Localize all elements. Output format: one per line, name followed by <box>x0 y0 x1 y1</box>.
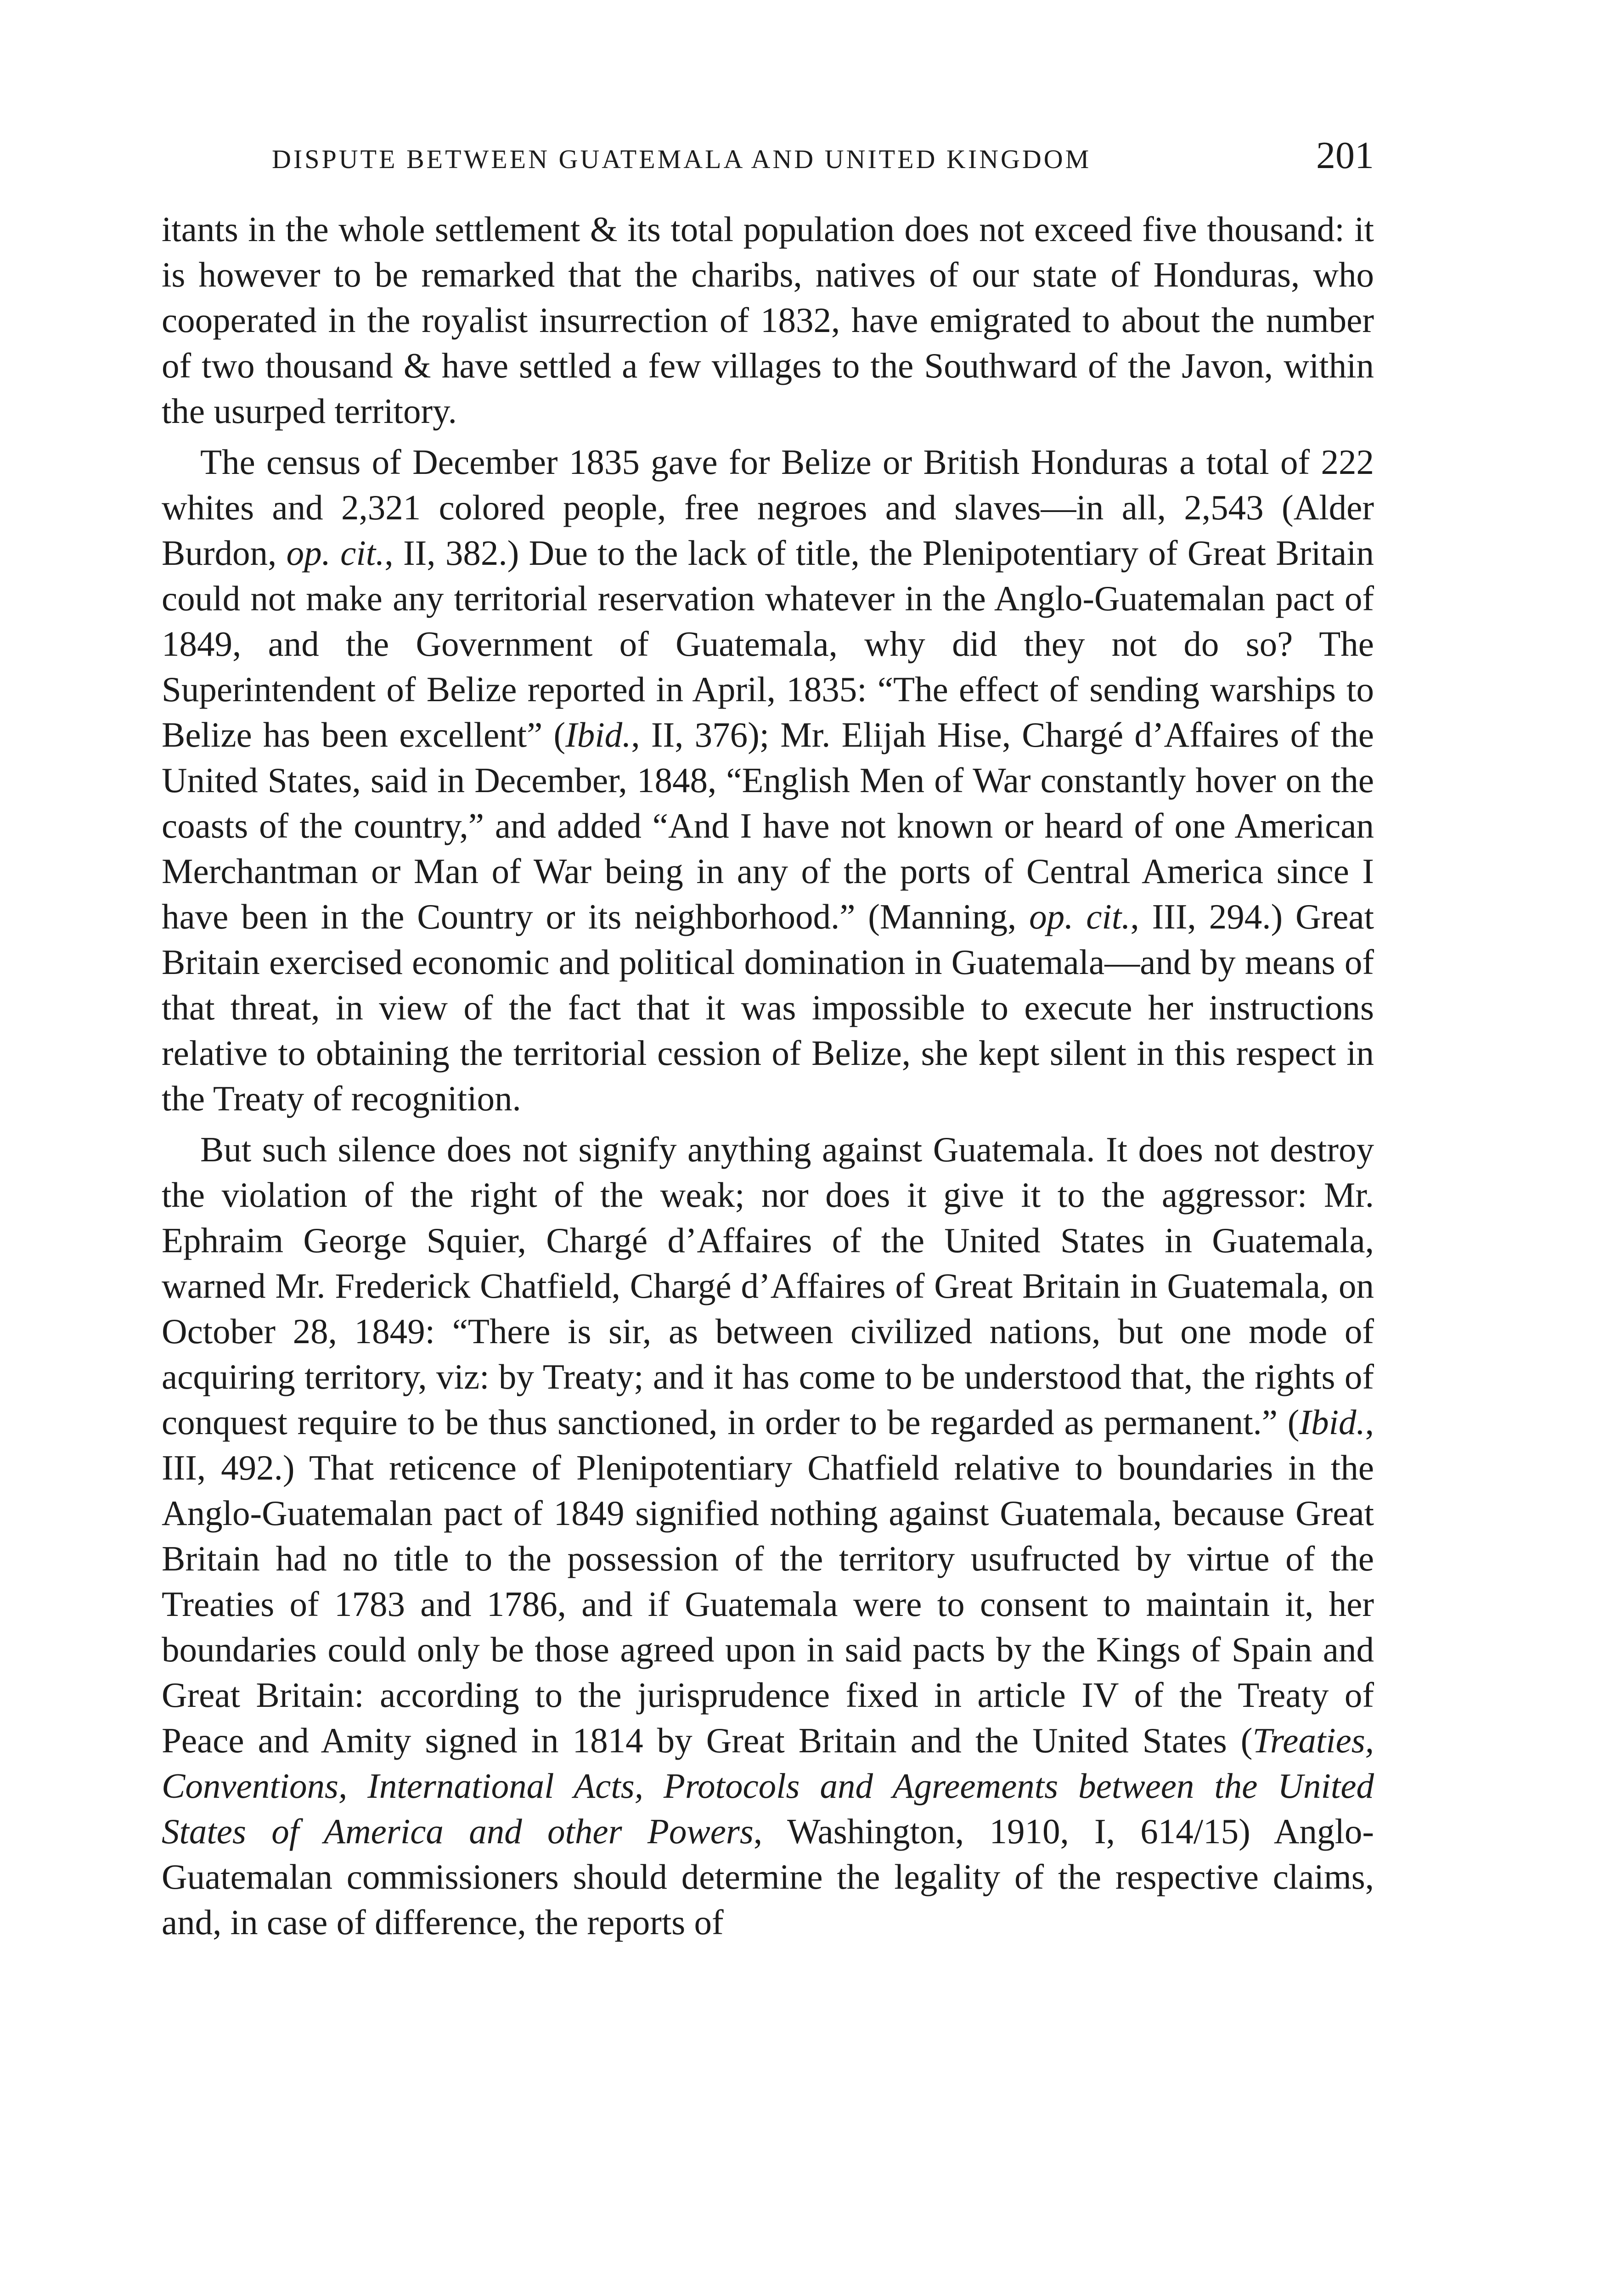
running-head <box>162 133 1374 188</box>
paragraph-3-italic-a: Ibid. <box>1299 1402 1365 1442</box>
page-number: 201 <box>1316 134 1374 177</box>
paragraph-3 <box>162 1127 1374 1945</box>
paragraph-2-text-b: , II, 382.) Due to the lack of title, the Plenipotentiary of Great Britain could not make any territorial reservation whatever in the Anglo-Guatemalan pact of 1849, and the Government of Guatemala, why did they not do so? The Superintendent of Belize reported in April, 1835: “The effect of sending warships to Belize has been excellent” ( <box>162 533 1374 754</box>
paragraph-2-italic-b: Ibid. <box>565 715 631 754</box>
paragraph-2-text-c: , II, 376); Mr. Elijah Hise, Chargé d’Affaires of the United States, said in December, 1848, “English Men of War constantly hover on the coasts of the country,” and added “And I have not known or heard of one American Merchantman or Man of War being in any of the ports of Central America since I have been in the Country or its neighborhood.” (Manning, <box>162 715 1374 936</box>
paragraph-2 <box>162 439 1374 1121</box>
paragraph-2-italic-c: op. cit. <box>1029 897 1131 936</box>
paragraph-2-text-a: The census of December 1835 gave for Belize or British Honduras a total of 222 whites and 2,321 colored people, free negroes and slaves—in all, 2,543 (Alder Burdon, <box>162 442 1374 573</box>
paragraph-1-text: itants in the whole settlement & its total population does not exceed five thousand: it is however to be remarked that the charibs, natives of our state of Honduras, who cooperated in the royalist insurrection of 1832, have emigrated to about the number of two thousand & have settled a few villages to the Southward of the Javon, within the usurped territory. <box>162 209 1374 431</box>
paragraph-3-italic-b: Treaties, Conventions, International Acts, Protocols and Agreements between the United States of America and other Powers <box>162 1721 1374 1851</box>
paragraph-3-text-c: , Washington, 1910, I, 614/15) Anglo-Guatemalan commissioners should determine the legality of the respective claims, and, in case of difference, the reports of <box>162 1812 1374 1942</box>
paragraph-2-text-d: , III, 294.) Great Britain exercised economic and political domination in Guatemala—and by means of that threat, in view of the fact that it was impossible to execute her instructions relative to obtaining the territorial cession of Belize, she kept silent in this respect in the Treaty of recognition. <box>162 897 1374 1118</box>
running-title: DISPUTE BETWEEN GUATEMALA AND UNITED KINGDOM <box>272 144 1092 174</box>
paragraph-3-text-b: , III, 492.) That reticence of Plenipotentiary Chatfield relative to boundaries in the Anglo-Guatemalan pact of 1849 signified nothing against Guatemala, because Great Britain had no title to the possession of the territory usufructed by virtue of the Treaties of 1783 and 1786, and if Guatemala were to consent to maintain it, her boundaries could only be those agreed upon in said pacts by the Kings of Spain and Great Britain: according to the jurisprudence fixed in article IV of the Treaty of Peace and Amity signed in 1814 by Great Britain and the United States ( <box>162 1402 1374 1760</box>
page <box>162 133 1374 1945</box>
paragraph-2-italic-a: op. cit. <box>286 533 385 573</box>
paragraph-3-text-a: But such silence does not signify anything against Guatemala. It does not destroy the violation of the right of the weak; nor does it give it to the aggressor: Mr. Ephraim George Squier, Chargé d’Affaires of the United States in Guatemala, warned Mr. Frederick Chatfield, Chargé d’Affaires of Great Britain in Guatemala, on October 28, 1849: “There is sir, as between civilized nations, but one mode of acquiring territory, viz: by Treaty; and it has come to be understood that, the rights of conquest require to be thus sanctioned, in order to be regarded as permanent.” ( <box>162 1130 1374 1442</box>
paragraph-1 <box>162 207 1374 434</box>
